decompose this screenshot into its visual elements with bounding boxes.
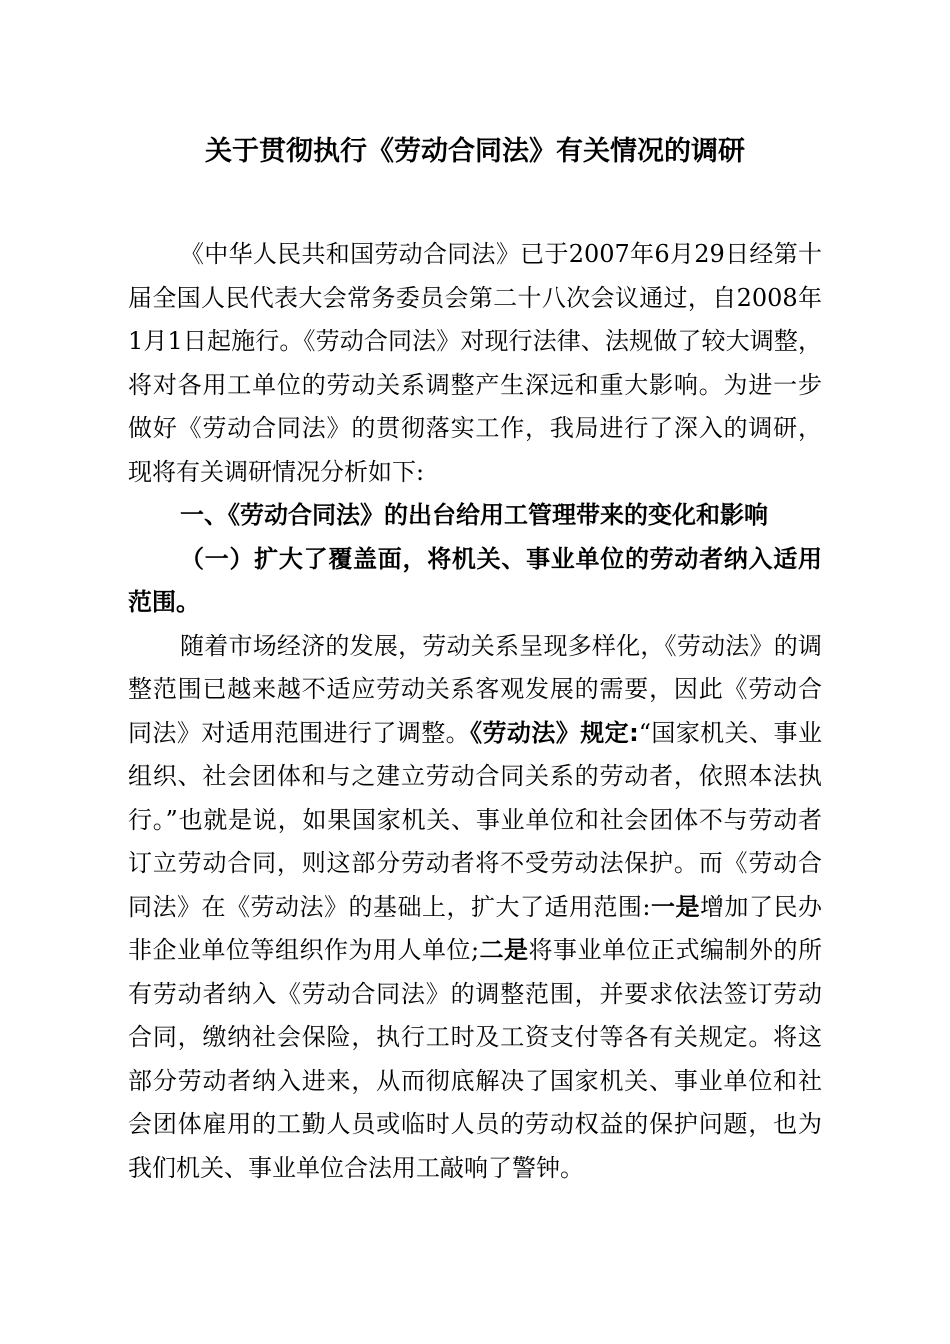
- section-heading-1: 一、《劳动合同法》的出台给用工管理带来的变化和影响: [180, 501, 768, 529]
- subsection-heading-1-1: （一）扩大了覆盖面，将机关、事业单位的劳动者纳入适用范围。: [128, 544, 822, 616]
- document-body: [128, 233, 822, 1190]
- document-title: 关于贯彻执行《劳动合同法》有关情况的调研: [205, 136, 745, 167]
- subsection-paragraph: [128, 625, 822, 1191]
- paragraph-text-part3: 增加了民办非企业单位等组织作为用人单位;: [128, 892, 823, 964]
- paragraph-bold-law-provision: 《劳动法》规定:: [470, 718, 639, 747]
- paragraph-text-part2: “国家机关、事业组织、社会团体和与之建立劳动合同关系的劳动者，依照本法执行。”也就是说，如果国家机关、事业单位和社会团体不与劳动者订立劳动合同，则这部分劳动者将不受劳动法保护。而《劳动合同法》在《劳动法》的基础上，扩大了适用范围:: [128, 718, 822, 921]
- paragraph-text-part4: 将事业单位正式编制外的所有劳动者纳入《劳动合同法》的调整范围，并要求依法签订劳动合同，缴纳社会保险，执行工时及工资支付等各有关规定。将这部分劳动者纳入进来，从而彻底解决了国家机关、事业单位和社会团体雇用的工勤人员或临时人员的劳动权益的保护问题，也为我们机关、事业单位合法用工敲响了警钟。: [128, 936, 823, 1182]
- paragraph-text-part1: 随着市场经济的发展，劳动关系呈现多样化，《劳动法》的调整范围已越来越不适应劳动关系客观发展的需要，因此《劳动合同法》对适用范围进行了调整。: [128, 631, 822, 747]
- intro-paragraph: 《中华人民共和国劳动合同法》已于2007年6月29日经第十届全国人民代表大会常务委员会第二十八次会议通过，自2008年1月1日起施行。《劳动合同法》对现行法律、法规做了较大调整，将对各用工单位的劳动关系调整产生深远和重大影响。为进一步做好《劳动合同法》的贯彻落实工作，我局进行了深入的调研，现将有关调研情况分析如下:: [128, 240, 822, 486]
- paragraph-bold-first: 一是: [650, 892, 701, 921]
- paragraph-bold-second: 二是: [479, 936, 529, 964]
